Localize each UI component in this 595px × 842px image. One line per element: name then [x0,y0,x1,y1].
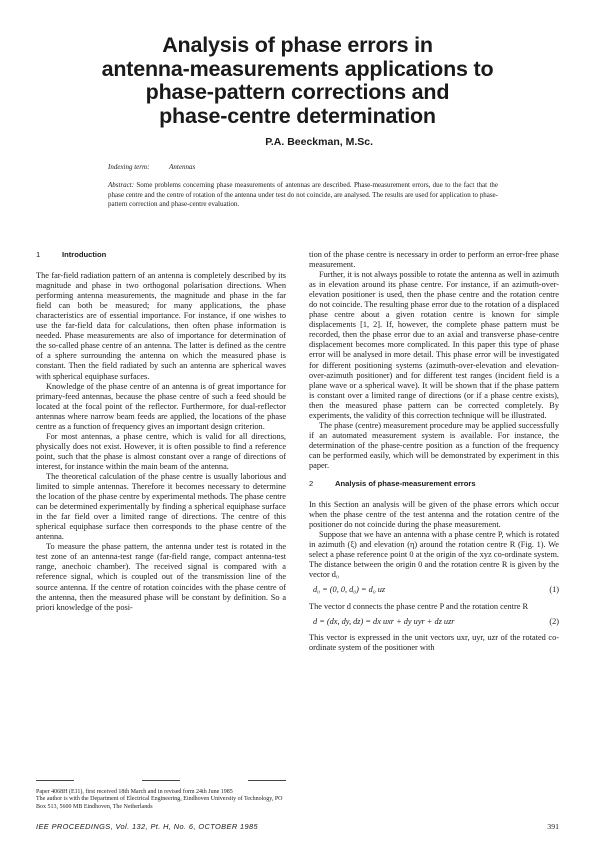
body-paragraph: The vector d connects the phase centre P and the rotation centre R [309,601,529,611]
section-heading [309,479,559,489]
footnote: Paper 4068H (E11), first received 18th March and in revised form 24th June 1985 [36,789,233,795]
body-paragraph: Suppose that we have an antenna with a phase centre P, which is rotated in azimuth (ξ) and elevation (η) around the rotation centre R (Fig. 1). We select a phase reference point 0 at the origin of the xyz co-ordinate system. The distance between the origin 0 and the rotation centre R is given by the vector d₀ [309,530,559,580]
separator-line [248,780,286,781]
body-paragraph: Knowledge of the phase centre of an antenna is of great importance for primary-feed antennas, because the phase centre of such a feed should be located at the focal point of the reflector. Furthermore, for dual-reflector antennas where narrow beam feeds are applied, the locations of the phase centre as a function of frequency gives an important design criterion. [36,381,286,431]
body-paragraph: The far-field radiation pattern of an antenna is completely described by its magnitude and phase in two orthogonal polarisation directions. When performing antenna measurements, the magnitude and phase in the far field can both be measured; for many applications, the phase characteristics are of essential importance. For instance, if one wishes to use the far-field data for calculations, then often phase information is needed. Phase measurements are also of importance for determination of the so-called phase centre of an antenna. The latter is defined as the centre of a sphere surrounding the antenna on which the measured phase is constant. Then the field radiated by such an antenna are spherical waves with spherical equiphase surfaces. [36,271,286,381]
title-line: phase-pattern corrections and [145,80,450,104]
equation-number: (1) [549,585,559,595]
section-heading [36,250,286,260]
journal-citation: IEE PROCEEDINGS, Vol. 132, Pt. H, No. 6, OCTOBER 1985 [36,822,259,831]
title-line: phase-centre determination [159,103,436,128]
separator-line [36,780,74,781]
abstract [108,181,498,210]
body-paragraph: This vector is expressed in the unit vectors uxr, uyr, uzr of the rotated co-ordinate system of the positioner with [309,632,559,652]
equation-number: (2) [549,616,559,626]
section-title: Introduction [62,250,107,259]
section-number: 2 [309,479,314,489]
footnote: The author is with the Department of Electrical Engineering, Eindhoven University of Technology, PO Box 513, 5600 MB Eindhoven, The Netherlands [36,796,283,810]
author-name: P.A. Beeckman, M.Sc. [265,136,373,148]
body-paragraph: tion of the phase centre is necessary in order to perform an error-free phase measurement. [309,250,559,270]
abstract-text: Some problems concerning phase measurements of antennas are described. Phase-measurement errors, due to the fact that the phase centre and the centre of rotation of the antenna under test do not coincide, are analysed. The results are used for application to phase-pattern correction and phase-centre evaluation. [108,181,498,209]
page-number: 391 [547,822,559,831]
body-paragraph: Further, it is not always possible to rotate the antenna as well in azimuth as in elevation around its phase centre. For instance, if an azimuth-over-elevation positioner is used, then the phase centre and the rotation centre do not coincide. The resulting phase error due to the rotation of a displaced phase centre about a given rotation centre is known for simple displacements [1, 2]. If, however, the complete phase pattern must be recorded, then the phase error due to an axial and transverse phase-centre displacement becomes more complicated. In this paper this type of phase error will be analysed in more detail. This phase error will be investigated for different positioning systems (azimuth-over-elevation and elevation-over-azimuth positioner) and for different test ranges (incident field is a plane wave or a spherical wave). It will be shown that if the phase pattern is constant over a limited range of directions (or if a phase centre exists), then the measured phase pattern can be corrected completely. By experiments, the validity of this correction technique will be illustrated. [309,270,559,420]
separator-line [142,780,180,781]
indexing-terms [108,163,195,171]
body-paragraph: The phase (centre) measurement procedure may be applied successfully if an automated measurement system is available. For instance, the determination of the phase-centre position as a function of the frequency can be performed easily, which will be demonstrated by experiment in this paper. [309,420,559,470]
title-line: Analysis of phase errors in [162,33,433,57]
abstract-label: Abstract: [108,181,135,189]
paper-title [40,34,555,128]
body-paragraph: To measure the phase pattern, the antenna under test is rotated in the test zone of an antenna-test range (far-field range, compact antenna-test range, anechoic chamber). The received signal is compared with a reference signal, which is coupled out of the transmission line of the source antenna. If the centre of rotation coincides with the phase centre of the antenna, then the measured phase will be constant by definition. So a priori knowledge of the posi- [36,542,286,612]
footnote-separator [36,776,286,786]
equation [309,617,559,627]
indexing-label: Indexing term: [108,163,150,171]
section-title: Analysis of phase-measurement errors [335,479,476,489]
section-number: 1 [36,250,41,259]
body-paragraph: The theoretical calculation of the phase centre is usually laborious and limited to simple antennas. Therefore it becomes necessary to determine the location of the phase centre by experimental methods. The phase centre can be determined experimentally by finding a spherical equiphase surface in the far field over a limited range of directions. The centre of this spherical equiphase surface then corresponds to the phase centre of the antenna. [36,471,286,542]
equation [309,585,559,595]
body-paragraph: For most antennas, a phase centre, which is valid for all directions, physically does not exist. However, it is often possible to find a reference point, such that the phase is almost constant over a range of directions of interest, for instance within the main beam of the antenna. [36,431,286,471]
equation-expression: d = (dx, dy, dz) = dx uxr + dy uyr + dz uzr [313,616,455,626]
title-line: antenna-measurements applications to [101,56,494,81]
body-paragraph: In this Section an analysis will be given of the phase errors which occur when the phase centre of the test antenna and the rotation centre of the positioner do not coincide during the phase measurement. [309,500,559,530]
footnotes [36,789,286,811]
right-column [309,250,559,653]
left-column [36,250,286,613]
equation-expression: d₀ = (0, 0, d₀) = d₀ uz [313,585,386,595]
indexing-value: Antennas [169,163,196,171]
